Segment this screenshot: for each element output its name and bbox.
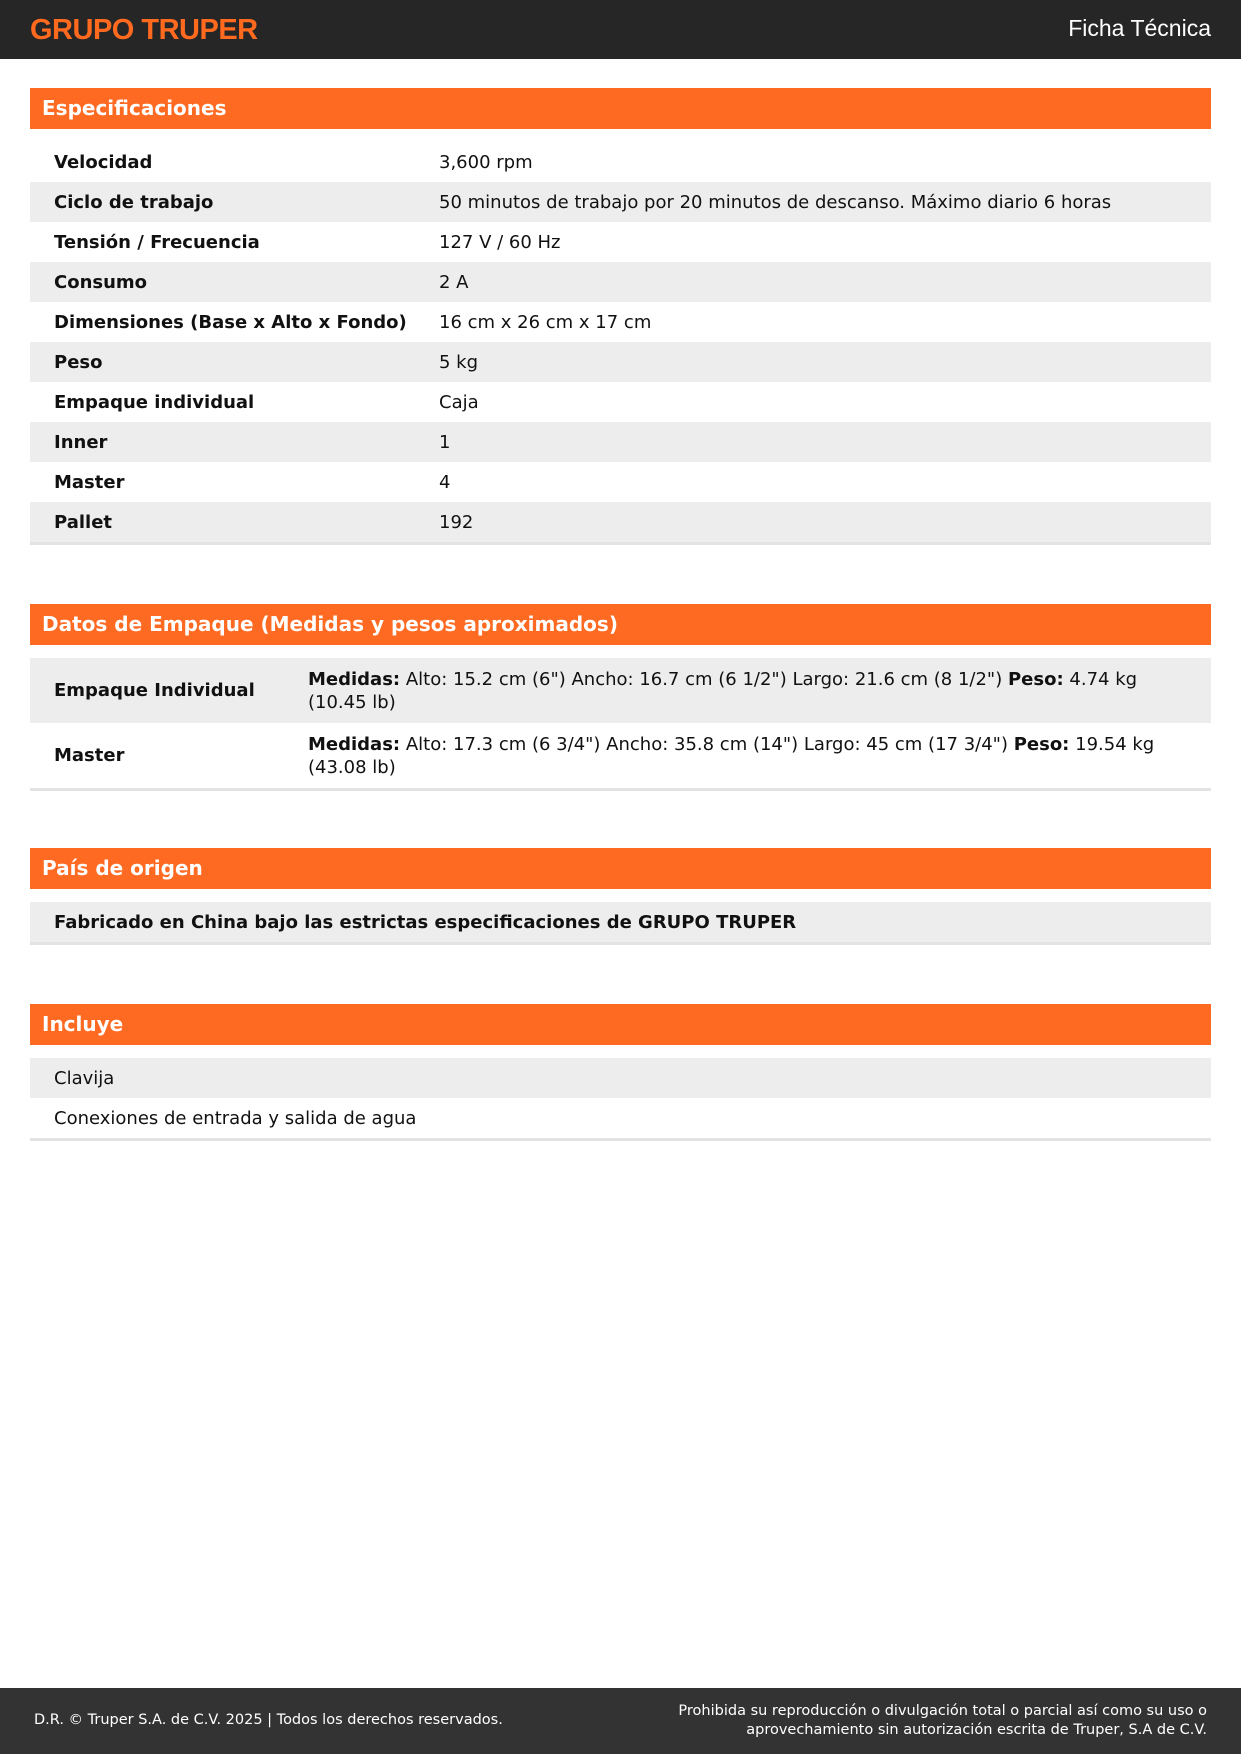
table-row — [30, 302, 1211, 342]
spec-value: 16 cm x 26 cm x 17 cm — [439, 311, 652, 333]
pack-value — [308, 668, 1211, 714]
spec-label: Ciclo de trabajo — [54, 191, 214, 213]
pack-value — [308, 733, 1211, 779]
spec-label: Dimensiones (Base x Alto x Fondo) — [54, 311, 407, 333]
spec-label: Empaque individual — [54, 391, 255, 413]
table-row — [30, 382, 1211, 422]
peso-value: 19.54 kg (43.08 lb) — [308, 733, 1155, 778]
includes-heading: Incluye — [30, 1004, 1211, 1045]
includes-section — [30, 1004, 1211, 1141]
table-row — [30, 502, 1211, 542]
spec-value: 1 — [439, 431, 451, 453]
origin-heading: País de origen — [30, 848, 1211, 889]
spec-label: Master — [54, 471, 125, 493]
table-row — [30, 658, 1211, 723]
specifications-section — [30, 88, 1211, 545]
spec-value: 50 minutos de trabajo por 20 minutos de descanso. Máximo diario 6 horas — [439, 191, 1112, 213]
packaging-heading: Datos de Empaque (Medidas y pesos aproximados) — [30, 604, 1211, 645]
pack-label: Empaque Individual — [54, 680, 255, 701]
specifications-table — [30, 142, 1211, 545]
truper-logo: GRUPO TRUPER — [30, 14, 258, 46]
spec-label: Velocidad — [54, 151, 153, 173]
document-title: Ficha Técnica — [1068, 15, 1211, 41]
spec-label: Pallet — [54, 511, 113, 533]
table-row — [30, 222, 1211, 262]
spec-value: 2 A — [439, 271, 469, 293]
specifications-heading: Especificaciones — [30, 88, 1211, 129]
table-row — [30, 422, 1211, 462]
spec-value: 4 — [439, 471, 451, 493]
medidas-value: Alto: 17.3 cm (6 3/4") Ancho: 35.8 cm (14") Largo: 45 cm (17 3/4") — [405, 733, 1008, 755]
list-item — [30, 1098, 1211, 1138]
spec-value: 127 V / 60 Hz — [439, 231, 561, 253]
spec-label: Tensión / Frecuencia — [54, 231, 260, 253]
list-item — [30, 1058, 1211, 1098]
page-footer — [0, 1688, 1241, 1754]
spec-label: Peso — [54, 351, 103, 373]
table-row — [30, 462, 1211, 502]
include-item: Conexiones de entrada y salida de agua — [54, 1107, 417, 1129]
packaging-section — [30, 604, 1211, 791]
pack-label: Master — [54, 745, 125, 766]
peso-label: Peso: — [1013, 733, 1070, 755]
origin-body — [30, 902, 1211, 945]
spec-value: 5 kg — [439, 351, 479, 373]
include-item: Clavija — [54, 1067, 115, 1089]
peso-value: 4.74 kg (10.45 lb) — [308, 668, 1138, 713]
medidas-value: Alto: 15.2 cm (6") Ancho: 16.7 cm (6 1/2") Largo: 21.6 cm (8 1/2") — [405, 668, 1003, 690]
spec-value: Caja — [439, 391, 479, 413]
spec-label: Inner — [54, 431, 108, 453]
disclaimer-text — [647, 1702, 1207, 1740]
spec-label: Consumo — [54, 271, 148, 293]
table-row — [30, 342, 1211, 382]
table-row — [30, 262, 1211, 302]
table-row — [30, 142, 1211, 182]
peso-label: Peso: — [1007, 668, 1064, 690]
list-item — [30, 902, 1211, 942]
disclaimer-line: Prohibida su reproducción o divulgación total o parcial así como su uso o — [678, 1703, 1207, 1719]
packaging-table — [30, 658, 1211, 791]
copyright-text: D.R. © Truper S.A. de C.V. 2025 | Todos los derechos reservados. — [34, 1712, 503, 1728]
medidas-label: Medidas: — [308, 668, 401, 690]
includes-list — [30, 1058, 1211, 1141]
medidas-label: Medidas: — [308, 733, 401, 755]
table-row — [30, 723, 1211, 788]
table-row — [30, 182, 1211, 222]
disclaimer-line: aprovechamiento sin autorización escrita de Truper, S.A de C.V. — [746, 1722, 1207, 1738]
page-header — [0, 0, 1241, 59]
origin-section — [30, 848, 1211, 945]
spec-value: 3,600 rpm — [439, 151, 533, 173]
origin-text: Fabricado en China bajo las estrictas especificaciones de GRUPO TRUPER — [54, 911, 797, 933]
spec-value: 192 — [439, 511, 474, 533]
